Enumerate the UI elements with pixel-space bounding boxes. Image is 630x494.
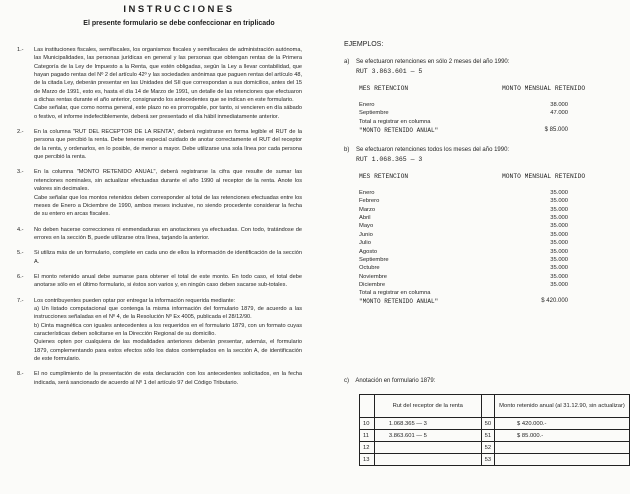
amount-cell bbox=[495, 442, 630, 454]
total-label: Total a registrar en columna bbox=[359, 290, 431, 297]
month-row: Octubre 35.000 bbox=[359, 265, 568, 272]
instruction-text: a) Un listado computacional que contenga la misma información del formulario 1879, de acuerdo a las instrucciones señaladas en el Nº 4, de la Resolución Nº Ex 4005, publicada el 28/12/90. bbox=[34, 305, 302, 321]
column-header-month: MES RETENCION bbox=[359, 85, 409, 92]
amount-cell bbox=[495, 454, 630, 466]
month-row: Agosto 35.000 bbox=[359, 248, 568, 255]
month-row: Febrero 35.000 bbox=[359, 198, 568, 205]
instruction-3 bbox=[12, 168, 302, 218]
instruction-text: Quienes opten por cualquiera de las modalidades anteriores deberán presentar, además, el formulario 1879, complementando para estos efectos sólo los datos contemplados en la sección A, de identificación de este formulario. bbox=[34, 339, 302, 362]
month-row: Mayo 35.000 bbox=[359, 223, 568, 230]
document-subtitle: El presente formulario se debe confeccionar en triplicado bbox=[83, 20, 275, 27]
example-description: Se efectuaron retenciones en sólo 2 meses del año 1990: bbox=[356, 59, 510, 65]
month-row: Septiembre 47.000 bbox=[359, 110, 568, 117]
example-letter: c) bbox=[344, 378, 349, 384]
instruction-text: Cabe señalar, que como norma general, este plazo no es prorrogable, por tanto, si vencieren en día sábado o festivo, el informe indefectiblemente, deberá ser presentado el día hábil inmediatamente anterior. bbox=[34, 105, 302, 120]
instruction-text: Cabe señalar que los montos retenidos deben corresponder al total de las retenciones efectuadas entre los meses de Enero a Diciembre de 1990, ambos meses inclusive, no siendo procedente considerar la fecha de su entero en arcas fiscales. bbox=[34, 194, 302, 218]
instructions-list bbox=[12, 46, 302, 394]
total-value: $ 420.000 bbox=[541, 298, 568, 305]
instruction-4 bbox=[12, 226, 302, 243]
table-row bbox=[360, 418, 630, 430]
example-rut: RUT 3.863.601 — 5 bbox=[356, 68, 423, 75]
header-amount: Monto retenido anual (al 31.12.90, sin actualizar) bbox=[495, 395, 630, 418]
row-number: 12 bbox=[360, 442, 375, 454]
row-number: 13 bbox=[360, 454, 375, 466]
instruction-text: Si utiliza más de un formulario, complete en cada uno de ellos la información de identificación de la sección A. bbox=[34, 250, 302, 265]
month-row: Abril 35.000 bbox=[359, 214, 568, 221]
instruction-8 bbox=[12, 370, 302, 387]
document-title: INSTRUCCIONES bbox=[123, 4, 235, 15]
column-header-amount: MONTO MENSUAL RETENIDO bbox=[502, 85, 586, 92]
month-row: Enero 35.000 bbox=[359, 189, 568, 196]
rut-cell bbox=[374, 442, 481, 454]
instruction-text: Los contribuyentes pueden optar por entregar la información requerida mediante: bbox=[34, 297, 236, 304]
rut-cell bbox=[374, 454, 481, 466]
total-column-name: "MONTO RETENIDO ANUAL" bbox=[359, 126, 439, 134]
row-number: 53 bbox=[481, 454, 494, 466]
examples-heading: EJEMPLOS: bbox=[344, 41, 384, 48]
amount-cell: $ 85.000.- bbox=[495, 430, 630, 442]
month-row: Marzo 35.000 bbox=[359, 206, 568, 213]
instruction-number: 4.- bbox=[17, 226, 24, 233]
example-a bbox=[344, 58, 628, 135]
total-label: Total a registrar en columna bbox=[359, 118, 431, 125]
instruction-6 bbox=[12, 273, 302, 290]
instruction-number: 5.- bbox=[17, 250, 24, 257]
month-row: Diciembre 35.000 bbox=[359, 282, 568, 289]
instruction-7 bbox=[12, 297, 302, 364]
table-header-row bbox=[360, 395, 630, 418]
table-row bbox=[360, 442, 630, 454]
example-rut: RUT 1.068.365 — 3 bbox=[356, 155, 423, 163]
example-c-heading bbox=[344, 378, 435, 384]
month-row: Noviembre 35.000 bbox=[359, 273, 568, 280]
table-row bbox=[360, 430, 630, 442]
example-letter: a) bbox=[344, 59, 350, 65]
row-number: 51 bbox=[481, 430, 494, 442]
instruction-text: El no cumplimiento de la presentación de esta declaración con los antecedentes solicitados, en la fecha indicada, será sancionado de acuerdo al Nº 1 del artículo 97 del Código Tributario. bbox=[34, 371, 302, 386]
instruction-text: En la columna "RUT DEL RECEPTOR DE LA RENTA", deberá registrarse en forma legible el RUT de la persona que percibió la renta. Debe tenerse especial cuidado de anotar correctamente el RUT del receptor de la renta, y ordenarlos, en lo posible, de menor a mayor. Debe utilizarse una sola línea por cada persona que percibió la renta. bbox=[34, 129, 302, 161]
instruction-text: El monto retenido anual debe sumarse para obtener el total de este monto. En todo caso, el total debe anotarse sólo en el último formulario, si éstos son varios y, en ningún caso deben sacarse sub-totales. bbox=[34, 273, 302, 289]
example-b bbox=[344, 146, 628, 307]
column-header-month: MES RETENCION bbox=[359, 172, 409, 180]
form-1879-table bbox=[359, 394, 630, 466]
row-number: 52 bbox=[481, 442, 494, 454]
instruction-number: 3.- bbox=[17, 169, 24, 176]
row-number: 50 bbox=[481, 418, 494, 430]
month-row: Enero 38.000 bbox=[359, 102, 568, 108]
month-row: Junio 35.000 bbox=[359, 231, 568, 238]
instruction-text: En la columna "MONTO RETENIDO ANUAL", deberá registrarse la cifra que resulte de sumar las retenciones nominales, sin actualizar efectuadas durante el año 1990 al receptor de la renta. Anote los valores sin decimales. bbox=[34, 169, 302, 193]
instruction-2 bbox=[12, 128, 302, 161]
amount-cell: $ 420.000.- bbox=[495, 418, 630, 430]
rut-cell: 3.863.601 — 5 bbox=[374, 430, 481, 442]
instruction-number: 8.- bbox=[17, 371, 24, 378]
example-letter: b) bbox=[344, 146, 350, 153]
month-row: Julio 35.000 bbox=[359, 240, 568, 247]
instruction-1 bbox=[12, 46, 302, 121]
instruction-number: 6.- bbox=[17, 273, 24, 280]
instruction-number: 2.- bbox=[17, 129, 24, 136]
example-description: Se efectuaron retenciones todos los meses del año 1990: bbox=[356, 146, 510, 153]
header-rut: Rut del receptor de la renta bbox=[374, 395, 481, 418]
instruction-text: No deben hacerse correcciones ni enmendaduras en anotaciones ya efectuadas. Con todo, tratándose de errores en la sección B, puede utilizarse otra línea, tarjando la anterior. bbox=[34, 226, 302, 241]
month-row: Septiembre 35.000 bbox=[359, 256, 568, 263]
table-row bbox=[360, 454, 630, 466]
total-value: $ 85.000 bbox=[544, 126, 568, 133]
instruction-number: 1.- bbox=[17, 47, 24, 53]
instruction-5 bbox=[12, 249, 302, 266]
column-header-amount: MONTO MENSUAL RETENIDO bbox=[502, 172, 586, 180]
rut-cell: 1.068.365 — 3 bbox=[374, 418, 481, 430]
row-number: 11 bbox=[360, 430, 375, 442]
instruction-text: b) Cinta magnética con iguales antecedentes a los requeridos en el formulario 1879, con un formato cuyas características deben solicitarse en la Dirección Regional de su domicilio. bbox=[34, 322, 302, 337]
total-column-name: "MONTO RETENIDO ANUAL" bbox=[359, 298, 439, 306]
instruction-number: 7.- bbox=[17, 297, 24, 304]
example-description: Anotación en formulario 1879: bbox=[355, 378, 436, 384]
row-number: 10 bbox=[360, 418, 375, 430]
examples-section bbox=[344, 40, 628, 306]
instruction-text: Las instituciones fiscales, semifiscales, los organismos fiscales y semifiscales de administración autónoma, las Municipalidades, las personas jurídicas en general y las personas que obtengan rentas de la Primera Categoría de la Ley de Impuesto a la Renta, que estén obligadas, según la Ley a llevar contabilidad, que hayan pagado rentas del Nº 2 del artículo 42º y las sociedades anónimas que paguen rentas del artículo 48, de la citada Ley, deberán presentar en las Unidades del SII que correspondan a sus domicilios, antes del 15 de Marzo de 1991, esto es, hasta el día 14 de Marzo de 1991, un detalle de las retenciones que efectuaron a dichas rentas durante el año anterior, consignando los antecedentes que se indican en este formulario. bbox=[34, 47, 302, 104]
